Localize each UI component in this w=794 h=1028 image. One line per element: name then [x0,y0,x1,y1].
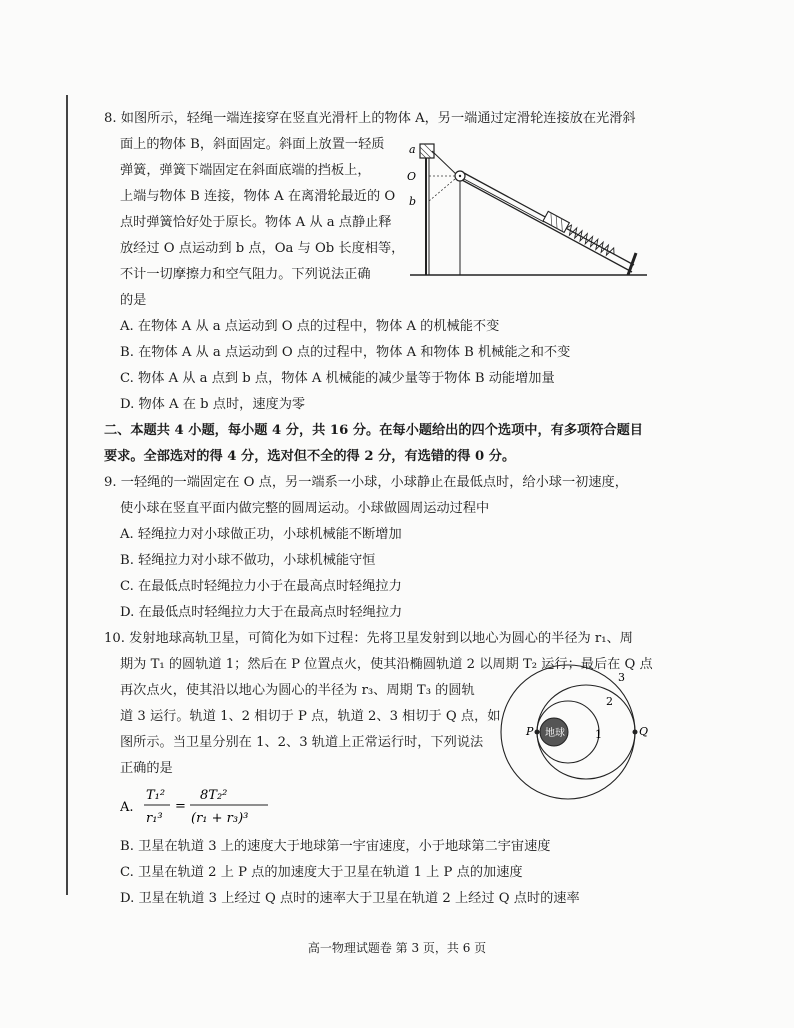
q10-option-c: C. 卫星在轨道 2 上 P 点的加速度大于卫星在轨道 1 上 P 点的加速度 [120,865,523,880]
q8-slope-figure [402,135,652,295]
section2-line-1: 二、本题共 4 小题，每小题 4 分，共 16 分。在每小题给出的四个选项中，有多项符合题目 [104,423,643,438]
q8-option-a: A. 在物体 A 从 a 点运动到 O 点的过程中，物体 A 的机械能不变 [120,319,500,334]
section2-line-2: 要求。全部选对的得 4 分，选对但不全的得 2 分，有选错的得 0 分。 [104,449,516,464]
q10-option-a-prefix: A. [120,800,134,815]
q10-option-a-rhs-num: 8T₂² [200,788,228,803]
q9-option-b: B. 轻绳拉力对小球不做功，小球机械能守恒 [120,553,376,568]
q8-label-a: a [409,143,416,156]
q8-option-c: C. 物体 A 从 a 点到 b 点，物体 A 机械能的减少量等于物体 B 动能增加量 [120,371,555,386]
q10-option-b: B. 卫星在轨道 3 上的速度大于地球第一宇宙速度，小于地球第二宇宙速度 [120,839,551,854]
page-footer: 高一物理试题卷 第 3 页，共 6 页 [307,941,487,955]
q10-orbit-figure [496,662,666,812]
q10-line-4: 道 3 运行。轨道 1、2 相切于 P 点，轨道 2、3 相切于 Q 点，如 [120,709,501,724]
q8-label-o: O [407,170,417,183]
q10-option-a-eq: = [175,799,186,814]
q9-line-1: 9. 一轻绳的一端固定在 O 点，另一端系一小球，小球静止在最低点时，给小球一初速度， [104,475,628,490]
margin-rule [66,95,68,895]
q10-earth-label: 地球 [545,728,565,739]
q10-option-a-lhs-num: T₁² [146,788,166,803]
q8-line-6: 放经过 O 点运动到 b 点，Oa 与 Ob 长度相等， [120,241,405,256]
q10-orbit-3-label: 3 [618,671,625,684]
q10-option-a-rhs-den: (r₁ + r₃)³ [191,811,249,826]
q10-line-6: 正确的是 [120,761,173,776]
q9-line-2: 使小球在竖直平面内做完整的圆周运动。小球做圆周运动过程中 [120,501,490,516]
q8-option-b: B. 在物体 A 从 a 点运动到 O 点的过程中，物体 A 和物体 B 机械能之和不变 [120,345,571,360]
q10-option-a-equation [120,781,280,831]
q10-orbit-2-label: 2 [606,695,613,708]
q10-line-2: 期为 T₁ 的圆轨道 1；然后在 P 位置点火，使其沿椭圆轨道 2 以周期 T₂ 运行；最后在 Q 点 [120,657,653,672]
q10-line-3: 再次点火，使其沿以地心为圆心的半径为 r₃、周期 T₃ 的圆轨 [120,683,475,698]
q10-orbit-1-label: 1 [595,728,602,741]
q10-line-1: 10. 发射地球高轨卫星，可简化为如下过程：先将卫星发射到以地心为圆心的半径为 r₁、周 [104,631,633,646]
q8-option-d: D. 物体 A 在 b 点时，速度为零 [120,397,306,412]
q9-option-d: D. 在最低点时轻绳拉力大于在最高点时轻绳拉力 [120,605,403,620]
q8-label-b: b [409,195,417,208]
q10-label-q: Q [639,725,649,738]
q8-line-2: 面上的物体 B，斜面固定。斜面上放置一轻质 [120,137,385,152]
q8-line-1: 8. 如图所示，轻绳一端连接穿在竖直光滑杆上的物体 A，另一端通过定滑轮连接放在光滑斜 [104,111,636,126]
q10-option-d: D. 卫星在轨道 3 上经过 Q 点时的速率大于卫星在轨道 2 上经过 Q 点时的速率 [120,891,580,906]
q9-option-c: C. 在最低点时轻绳拉力小于在最高点时轻绳拉力 [120,579,402,594]
q10-line-5: 图所示。当卫星分别在 1、2、3 轨道上正常运行时，下列说法 [120,735,484,750]
q8-line-5: 点时弹簧恰好处于原长。物体 A 从 a 点静止释 [120,215,392,230]
q8-line-7: 不计一切摩擦力和空气阻力。下列说法正确 [120,267,371,282]
q10-option-a-lhs-den: r₁³ [146,811,163,826]
q9-option-a: A. 轻绳拉力对小球做正功，小球机械能不断增加 [120,527,402,542]
q8-line-8: 的是 [120,293,147,308]
q8-line-4: 上端与物体 B 连接，物体 A 在离滑轮最近的 O [120,189,396,204]
q10-label-p: P [526,725,534,738]
q8-line-3: 弹簧，弹簧下端固定在斜面底端的挡板上， [120,163,371,178]
